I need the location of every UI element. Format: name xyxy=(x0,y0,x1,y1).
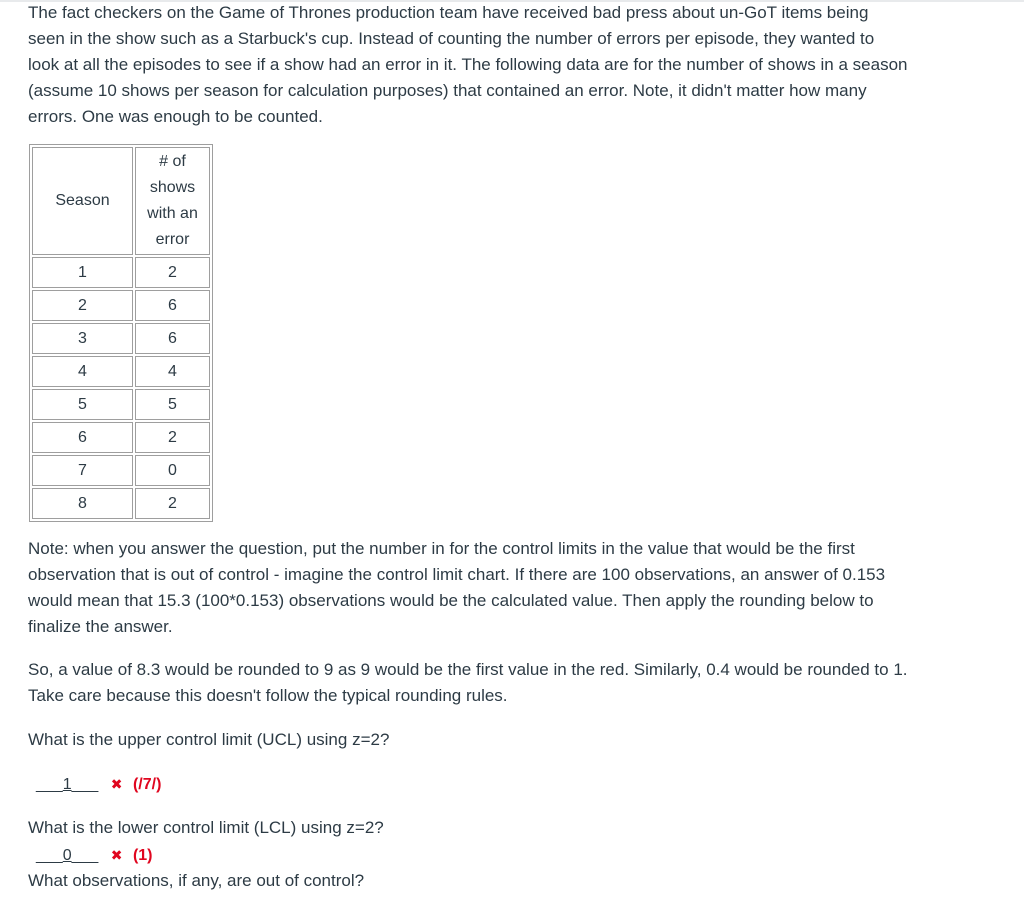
season-cell: 3 xyxy=(32,323,133,354)
table-row xyxy=(32,488,210,519)
answer-lcl-suffix: ___ xyxy=(71,847,99,864)
table-row xyxy=(32,257,210,288)
table-row xyxy=(32,323,210,354)
answer-ucl[interactable] xyxy=(36,771,161,798)
season-cell: 7 xyxy=(32,455,133,486)
question-out-of-control: What observations, if any, are out of control? xyxy=(28,871,365,890)
errors-cell: 2 xyxy=(135,422,210,453)
incorrect-icon: ✖ xyxy=(110,776,123,792)
incorrect-icon: ✖ xyxy=(110,847,123,863)
question-body xyxy=(28,0,908,130)
answer-lcl[interactable] xyxy=(36,842,153,869)
table-row xyxy=(32,455,210,486)
table-row xyxy=(32,389,210,420)
table-row xyxy=(32,422,210,453)
data-table xyxy=(29,144,213,522)
errors-cell: 2 xyxy=(135,257,210,288)
answer-ucl-prefix: ___ xyxy=(36,776,63,793)
intro-paragraph: The fact checkers on the Game of Thrones production team have received bad press about un-GoT items being seen in the show such as a Starbuck's cup. Instead of counting the number of errors per episode, they wanted to look at all the episodes to see if a show had an error in it. The following data are for the number of shows in a season (assume 10 shows per season for calculation purposes) that contained an error. Note, it didn't matter how many errors. One was enough to be counted. xyxy=(28,3,908,126)
errors-cell: 4 xyxy=(135,356,210,387)
errors-cell: 6 xyxy=(135,323,210,354)
table-row xyxy=(32,356,210,387)
season-cell: 5 xyxy=(32,389,133,420)
answer-lcl-feedback: (1) xyxy=(132,847,153,864)
table-header-row xyxy=(32,147,210,255)
note-paragraph: Note: when you answer the question, put the number in for the control limits in the value that would be the first observation that is out of control - imagine the control limit chart. If there are 100 observations, an answer of 0.153 would mean that 15.3 (100*0.153) observations would be the calculated value. Then apply the rounding below to finalize the answer. xyxy=(28,539,886,636)
errors-cell: 5 xyxy=(135,389,210,420)
season-cell: 6 xyxy=(32,422,133,453)
answer-ucl-feedback: (/7/) xyxy=(132,776,162,793)
errors-cell: 2 xyxy=(135,488,210,519)
header-season: Season xyxy=(32,147,133,255)
header-shows-with-error: # of shows with an error xyxy=(135,147,210,255)
question-lcl: What is the lower control limit (LCL) using z=2? xyxy=(28,818,384,837)
errors-cell: 0 xyxy=(135,455,210,486)
season-cell: 4 xyxy=(32,356,133,387)
question-ucl: What is the upper control limit (UCL) using z=2? xyxy=(28,730,390,749)
answer-lcl-value[interactable]: 0 xyxy=(62,847,72,864)
season-cell: 1 xyxy=(32,257,133,288)
errors-cell: 6 xyxy=(135,290,210,321)
rounding-paragraph: So, a value of 8.3 would be rounded to 9 as 9 would be the first value in the red. Similarly, 0.4 would be rounded to 1. Take care because this doesn't follow the typical rounding rules. xyxy=(28,660,908,705)
season-cell: 8 xyxy=(32,488,133,519)
season-cell: 2 xyxy=(32,290,133,321)
answer-ucl-suffix: ___ xyxy=(71,776,99,793)
answer-ucl-value[interactable]: 1 xyxy=(62,776,72,793)
answer-lcl-prefix: ___ xyxy=(36,847,63,864)
table-row xyxy=(32,290,210,321)
